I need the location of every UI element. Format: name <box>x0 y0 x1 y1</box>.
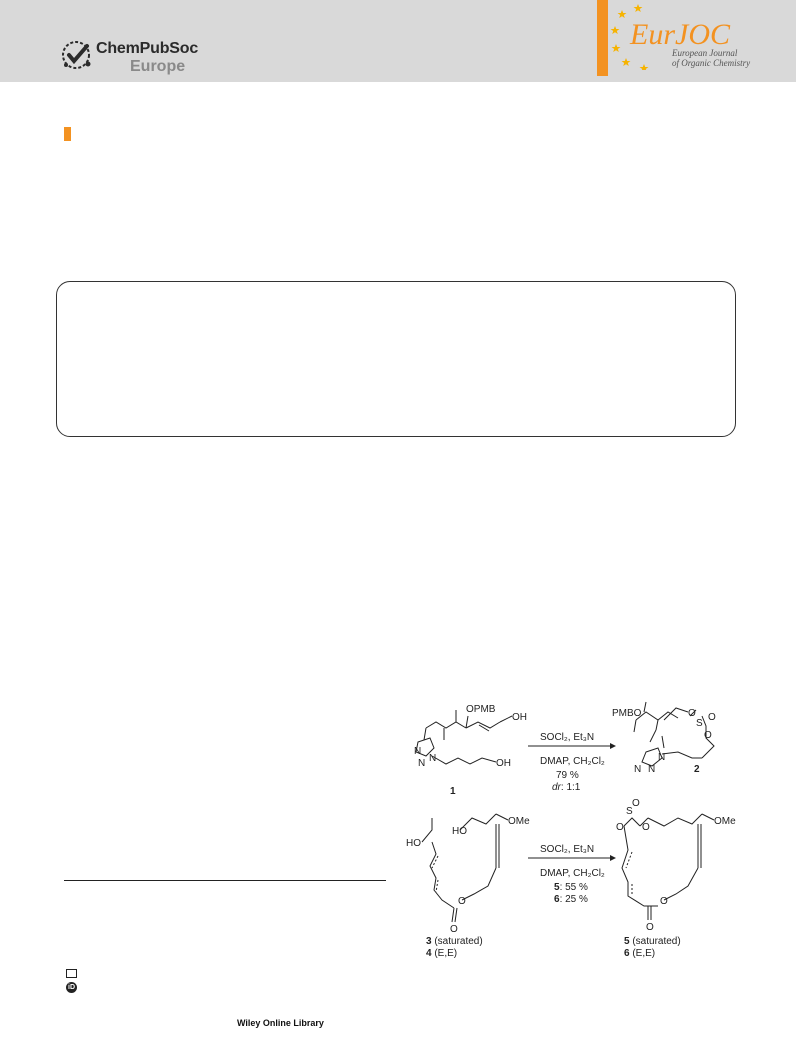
product5-text: (saturated) <box>629 936 681 947</box>
sm3-text: (saturated) <box>431 936 483 947</box>
sm1-oh-top-label: OH <box>512 712 527 723</box>
product2-compound-label: 2 <box>694 764 700 775</box>
product56-ome-label: OMe <box>714 816 736 827</box>
journal-sub-line2: of Organic Chemistry <box>672 58 751 68</box>
sm1-ring-n3: N <box>418 758 426 769</box>
top-dr-value: : 1:1 <box>560 782 581 793</box>
product2-s-label: S <box>696 718 703 729</box>
sm1-oh-bottom-label: OH <box>496 758 511 769</box>
product6-label <box>624 948 655 959</box>
yield6-number: 6 <box>554 894 560 905</box>
sm34-ome-label: OMe <box>508 816 530 827</box>
sm1-ring-n2: N <box>414 746 422 757</box>
product56-o-right: O <box>642 822 650 833</box>
section-marker <box>64 127 71 141</box>
journal-logo-text: EurJOC <box>630 18 730 51</box>
product56-o-ester: O <box>660 896 668 907</box>
sm1-compound-label: 1 <box>450 786 456 797</box>
yield6-value: : 25 % <box>559 894 588 905</box>
sm1-opmb-label: OPMB <box>466 704 496 715</box>
bottom-yield-6 <box>554 894 588 905</box>
yield5-number: 5 <box>554 882 560 893</box>
sm4-number: 4 <box>426 948 432 959</box>
top-reagent-1: SOCl₂, Et₃N <box>540 732 595 743</box>
chempubsoc-logo <box>60 36 220 80</box>
sm4-label <box>426 948 457 959</box>
product6-number: 6 <box>624 948 630 959</box>
header-orange-bar <box>597 0 608 76</box>
product2-pmbo-label: PMBO <box>612 708 642 719</box>
footnote-divider <box>64 880 386 881</box>
sm34-ho2-label: HO <box>452 826 467 837</box>
product2-ring-n2: N <box>648 764 656 775</box>
product5-label <box>624 936 681 947</box>
publisher-sub: Europe <box>130 58 186 75</box>
product2-ring-n1: N <box>658 752 666 763</box>
sm34-o-label: O <box>458 896 466 907</box>
product56-s-label: S <box>626 806 633 817</box>
bottom-yield-5 <box>554 882 588 893</box>
top-dr <box>552 782 581 793</box>
sm3-number: 3 <box>426 936 432 947</box>
bottom-reagent-1: SOCl₂, Et₃N <box>540 844 595 855</box>
wiley-online-library-label[interactable]: Wiley Online Library <box>237 1018 324 1028</box>
product2-ring-n3: N <box>634 764 642 775</box>
sm34-carbonyl-o: O <box>450 924 458 935</box>
supporting-info-icon[interactable] <box>66 969 77 978</box>
sm4-text: (E,E) <box>431 948 458 959</box>
top-yield: 79 % <box>556 770 579 781</box>
product6-text: (E,E) <box>629 948 656 959</box>
product56-o-left: O <box>616 822 624 833</box>
product5-number: 5 <box>624 936 630 947</box>
publisher-name: ChemPubSoc <box>96 40 199 57</box>
sm34-ho1-label: HO <box>406 838 421 849</box>
sm3-label <box>426 936 483 947</box>
eurjoc-logo <box>610 0 796 82</box>
product2-o3-label: O <box>704 730 712 741</box>
yield5-value: : 55 % <box>559 882 588 893</box>
chempubsoc-badge-icon <box>60 38 94 72</box>
journal-sub-line1: European Journal <box>672 48 738 58</box>
top-reagent-2: DMAP, CH₂Cl₂ <box>540 756 605 767</box>
orcid-icon[interactable]: iD <box>68 984 75 991</box>
top-dr-label: dr <box>552 782 561 793</box>
bottom-reagent-2: DMAP, CH₂Cl₂ <box>540 868 605 879</box>
product56-carbonyl-o: O <box>646 922 654 933</box>
product56-o-top: O <box>632 798 640 809</box>
product2-o1-label: O <box>688 708 696 719</box>
product2-o2-label: O <box>708 712 716 723</box>
reaction-scheme <box>396 690 796 990</box>
sm1-ring-n1: N <box>429 753 437 764</box>
abstract-box <box>56 281 736 437</box>
